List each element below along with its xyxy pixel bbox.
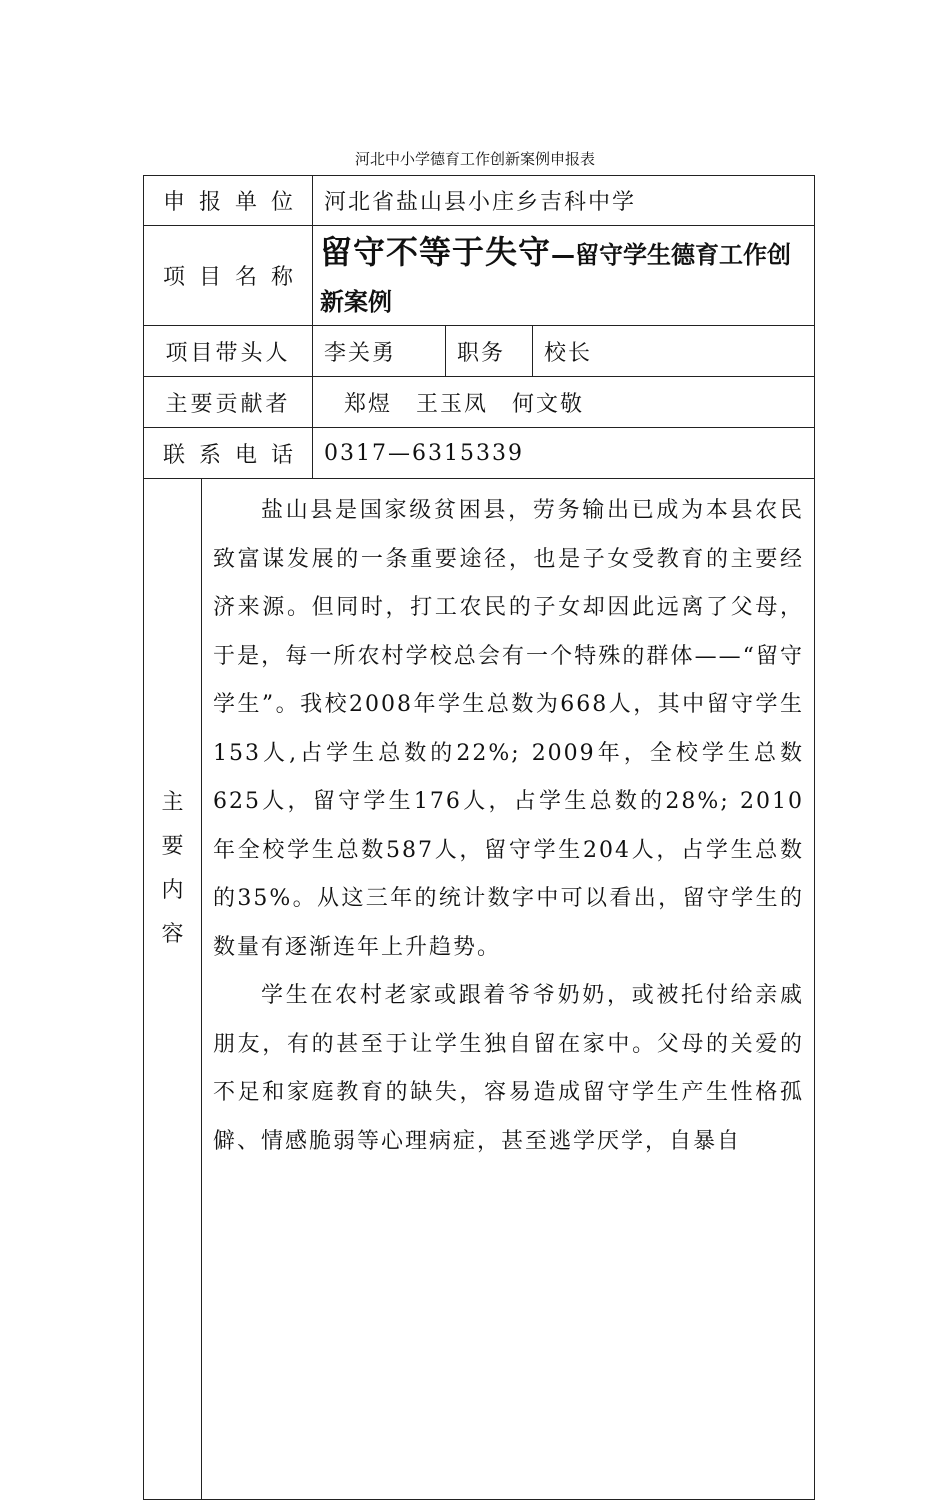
content-label	[144, 781, 201, 957]
contributors-value: 郑煜 王玉凤 何文敬	[344, 391, 585, 417]
project-label: 项目名称	[162, 265, 307, 290]
leader-value: 李关勇	[324, 340, 397, 366]
contributors-label: 主要贡献者	[165, 391, 291, 417]
project-name-cell	[312, 226, 814, 325]
leader-label: 项目带头人	[165, 340, 291, 366]
unit-row	[144, 176, 814, 226]
phone-label: 联系电话	[162, 442, 307, 468]
position-label: 职务	[457, 340, 506, 366]
content-label-char: 内	[161, 878, 184, 903]
project-title-main: 留守不等于失守	[320, 233, 552, 271]
unit-label: 申报单位	[162, 190, 307, 215]
leader-row	[144, 326, 814, 377]
content-label-char: 主	[161, 790, 184, 815]
project-name	[312, 226, 814, 327]
unit-value: 河北省盐山县小庄乡吉科中学	[324, 190, 637, 215]
content-label-char: 要	[161, 834, 184, 859]
content-body	[201, 479, 814, 1166]
project-row	[144, 226, 814, 326]
content-paragraph: 盐山县是国家级贫困县，劳务输出已成为本县农民致富谋发展的一条重要途径，也是子女受教育的主要经济来源。但同时，打工农民的子女却因此远离了父母，于是，每一所农村学校总会有一个特殊的群体——“留守学生”。我校2008年学生总数为668人，其中留守学生153人,占学生总数的22%; 2009年，全校学生总数625人，留守学生176人，占学生总数的28%; 2010年全校学生总数587人，留守学生204人，占学生总数的35%。从这三年的统计数字中可以看出，留守学生的数量有逐渐连年上升趋势。	[213, 498, 804, 960]
project-title-sub: —留守学生德育工作创新案例	[320, 241, 792, 316]
phone-value: 0317—6315339	[324, 440, 524, 466]
content-row	[144, 479, 814, 1499]
position-value: 校长	[544, 340, 593, 366]
content-label-char: 容	[161, 922, 184, 947]
content-paragraph: 学生在农村老家或跟着爷爷奶奶，或被托付给亲戚朋友，有的甚至于让学生独自留在家中。父母的关爱的不足和家庭教育的缺失，容易造成留守学生产生性格孤僻、情感脆弱等心理病症，甚至逃学厌学，自暴自	[213, 983, 804, 1154]
application-form	[143, 175, 815, 1500]
phone-row	[144, 428, 814, 479]
document-title: 河北中小学德育工作创新案例申报表	[354, 150, 595, 168]
contributors-row	[144, 377, 814, 428]
